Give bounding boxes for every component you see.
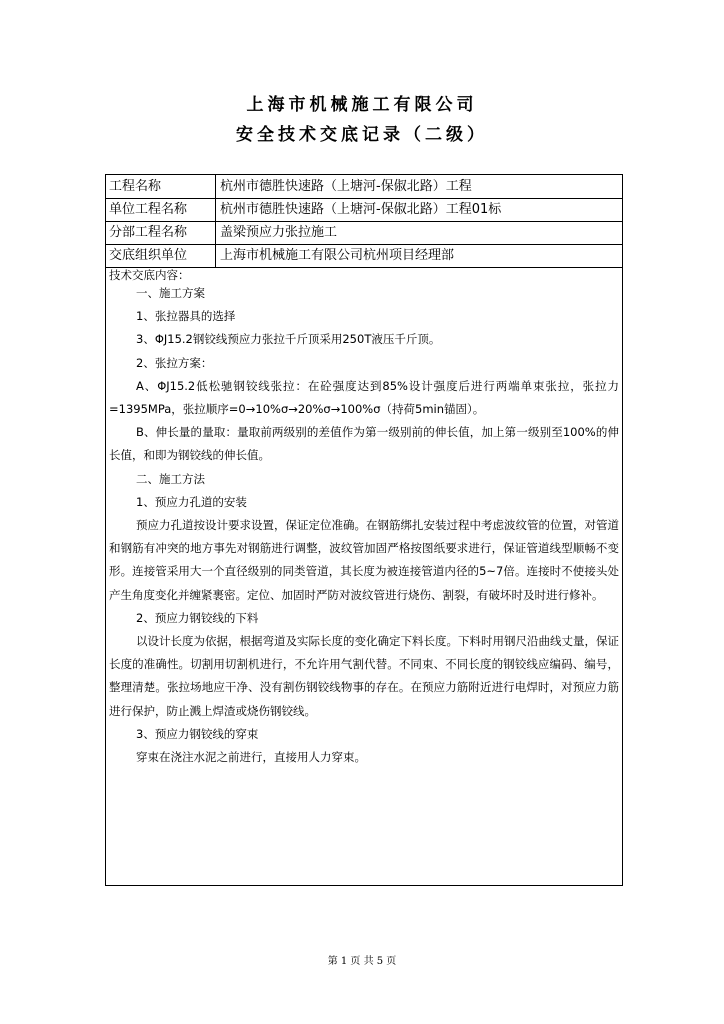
subsection-heading: 2、预应力钢铰线的下料 bbox=[136, 610, 259, 625]
content-paragraph: 穿束在浇注水泥之前进行，直接用人力穿束。 bbox=[136, 750, 366, 765]
section-heading: 一、施工方案 bbox=[136, 286, 205, 300]
section-heading: 二、施工方法 bbox=[136, 471, 205, 486]
subsection-heading: 2、张拉方案： bbox=[136, 355, 213, 370]
content-paragraph: 预应力孔道按设计要求设置，保证定位准确。在钢筋绑扎安装过程中考虑波纹管的位置，对管道和钢筋有冲突的地方事先对钢筋进行调整，波纹管加固严格按图纸要求进行，保证管道线型顺畅不变形。连接管采用大一个直径级别的同类管道，其长度为被连接管道内径的5~7倍。连接时不使接头处产生角度变化并缠紧裹密。定位、加固时严防对波纹管进行烧伤、割裂，有破坏时及时进行修补。 bbox=[109, 518, 619, 602]
info-label: 分部工程名称 bbox=[106, 221, 216, 244]
info-row-project bbox=[106, 175, 622, 199]
content-paragraph: 3、ΦJ15.2钢铰线预应力张拉千斤顶采用250T液压千斤顶。 bbox=[136, 332, 441, 347]
content-paragraph: B、伸长量的量取：量取前两级别的差值作为第一级别前的伸长值，加上第一级别至100%的伸长值，和即为钢铰线的伸长值。 bbox=[109, 425, 619, 463]
info-row-sub-project bbox=[106, 221, 622, 245]
disclosure-content bbox=[109, 269, 619, 769]
info-row-unit-project bbox=[106, 198, 622, 222]
subsection-heading: 3、预应力钢铰线的穿束 bbox=[136, 726, 259, 741]
info-label: 工程名称 bbox=[106, 175, 216, 198]
disclosure-table bbox=[105, 174, 623, 886]
info-row-organizer bbox=[106, 244, 622, 268]
info-value: 上海市机械施工有限公司杭州项目经理部 bbox=[220, 248, 455, 263]
info-value: 杭州市德胜快速路（上塘河-保俶北路）工程01标 bbox=[220, 202, 502, 217]
content-paragraph: 以设计长度为依据，根据弯道及实际长度的变化确定下料长度。下料时用钢尺沿曲线丈量，保证长度的准确性。切割用切割机进行，不允许用气割代替。不同束、不同长度的钢铰线应编码、编号，整理清楚。张拉场地应干净、没有割伤钢铰线物事的存在。在预应力筋附近进行电焊时，对预应力筋进行保护，防止溅上焊渣或烧伤钢铰线。 bbox=[109, 634, 619, 718]
subsection-heading: 1、预应力孔道的安装 bbox=[136, 494, 247, 509]
company-title: 上海市机械施工有限公司 bbox=[246, 95, 478, 115]
content-paragraph: A、ΦJ15.2低松驰钢铰线张拉：在砼强度达到85%设计强度后进行两端单束张拉，张拉力=1395MPa，张拉顺序=0→10%σ→20%σ→100%σ（持荷5min锚固）。 bbox=[109, 378, 619, 417]
page-footer: 第 1 页 共 5 页 bbox=[327, 956, 397, 967]
info-label: 单位工程名称 bbox=[106, 198, 216, 221]
record-title: 安全技术交底记录（二级） bbox=[236, 125, 488, 145]
info-label: 交底组织单位 bbox=[106, 244, 216, 267]
content-heading: 技术交底内容： bbox=[109, 268, 190, 282]
info-value: 盖梁预应力张拉施工 bbox=[220, 225, 338, 240]
subsection-heading: 1、张拉器具的选择 bbox=[136, 309, 236, 324]
info-value: 杭州市德胜快速路（上塘河-保俶北路）工程 bbox=[220, 179, 472, 194]
